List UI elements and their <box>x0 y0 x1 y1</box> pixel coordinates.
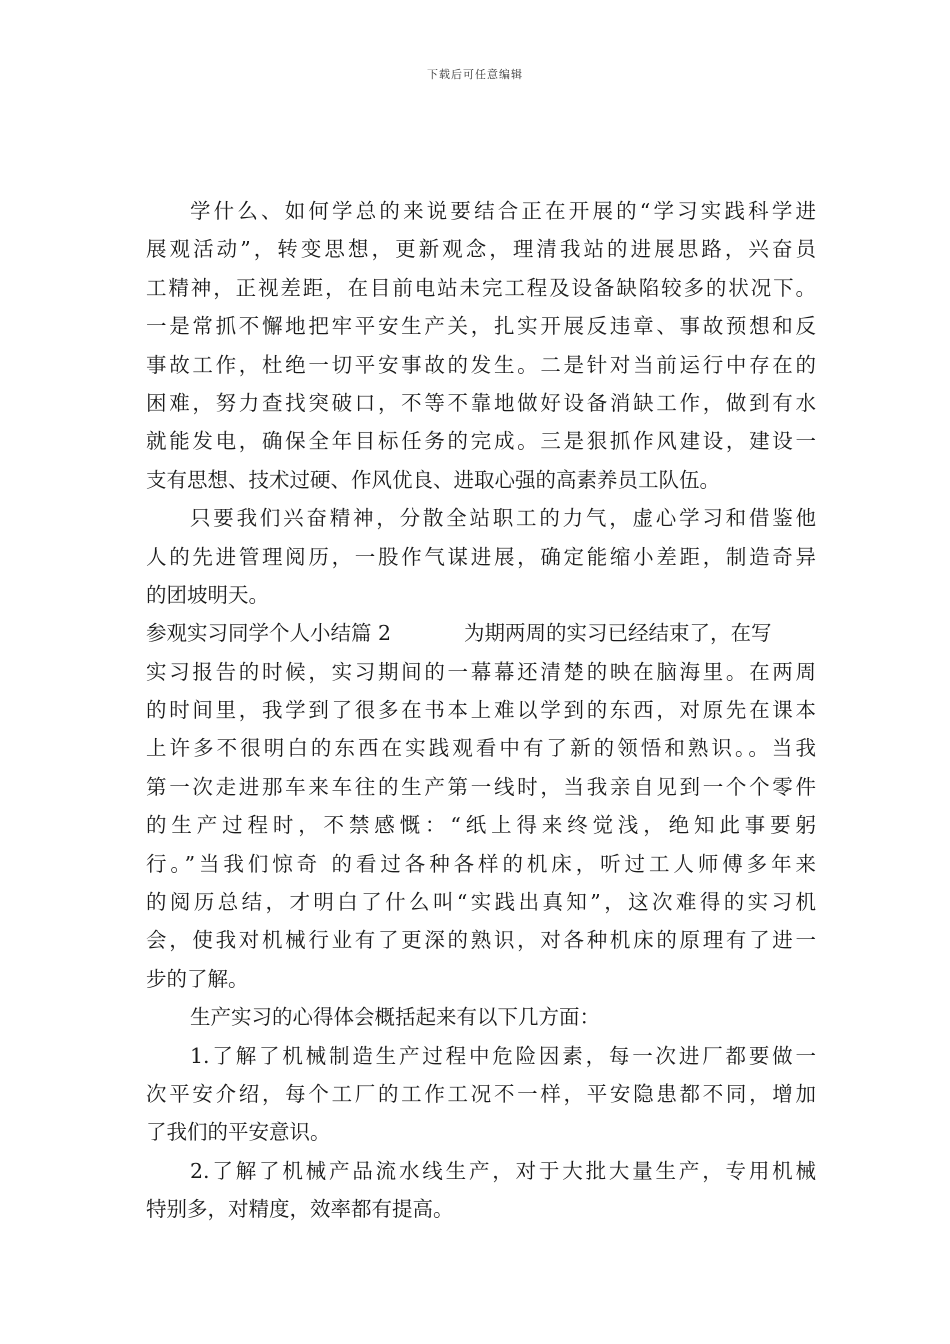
text-line: 人的先进管理阅历，一股作气谋进展，确定能缩小差距，制造奇异 <box>146 544 816 569</box>
text-line: 1.了解了机械制造生产过程中危险因素，每一次进厂都要做一 <box>190 1043 816 1068</box>
paragraph-2 <box>146 499 816 614</box>
text-line: 步的了解。 <box>146 966 249 991</box>
section-title: 参观实习同学个人小结篇 2 <box>146 621 392 646</box>
text-line: 了我们的平安意识。 <box>146 1120 331 1145</box>
paragraph-4 <box>146 998 816 1036</box>
text-line: 会，使我对机械行业有了更深的熟识，对各种机床的原理有了进一 <box>146 928 816 953</box>
text-segment: 为期两周的实习已经结束了，在写 <box>464 621 772 646</box>
text-line: 学什么、如何学总的来说要结合正在开展的“学习实践科学进 <box>190 199 816 223</box>
document-body <box>146 192 816 1229</box>
paragraph-3 <box>146 614 816 998</box>
text-line: 次平安介绍，每个工厂的工作工况不一样，平安隐患都不同，增加 <box>146 1081 816 1106</box>
text-line: 实习报告的时候，实习期间的一幕幕还清楚的映在脑海里。在两周 <box>146 659 816 684</box>
text-line: 的时间里，我学到了很多在书本上难以学到的东西，对原先在课本 <box>146 698 816 723</box>
paragraph-5 <box>146 1037 816 1152</box>
text-line: 特别多，对精度，效率都有提高。 <box>146 1197 454 1222</box>
text-line: 困难，努力查找突破口，不等不靠地做好设备消缺工作，做到有水 <box>146 390 816 415</box>
text-line: 展观活动”，转变思想，更新观念，理清我站的进展思路，兴奋员 <box>146 237 816 262</box>
text-line <box>146 614 816 652</box>
text-line: 第一次走进那车来车往的生产第一线时，当我亲自见到一个个零件 <box>146 774 816 799</box>
text-line: 的团坡明天。 <box>146 582 269 607</box>
text-line: 2.了解了机械产品流水线生产，对于大批大量生产，专用机械 <box>190 1158 816 1183</box>
paragraph-6 <box>146 1152 816 1229</box>
header-note: 下载后可任意编辑 <box>427 68 523 81</box>
text-line: 行。”当我们惊奇 的看过各种各样的机床，听过工人师傅多年来 <box>146 851 816 876</box>
paragraph-1 <box>146 192 816 499</box>
text-line: 工精神，正视差距，在目前电站未完工程及设备缺陷较多的状况下。 <box>146 275 816 300</box>
text-line: 事故工作，杜绝一切平安事故的发生。二是针对当前运行中存在的 <box>146 352 816 377</box>
text-line: 就能发电，确保全年目标任务的完成。三是狠抓作风建设，建设一 <box>146 429 816 454</box>
text-line: 的生产过程时，不禁感慨：“纸上得来终觉浅，绝知此事要躬 <box>146 813 816 838</box>
text-line: 上许多不很明白的东西在实践观看中有了新的领悟和熟识。。当我 <box>146 736 816 761</box>
text-line: 一是常抓不懈地把牢平安生产关，扎实开展反违章、事故预想和反 <box>146 314 816 339</box>
text-line: 只要我们兴奋精神，分散全站职工的力气，虚心学习和借鉴他 <box>190 506 816 531</box>
text-line: 的阅历总结，才明白了什么叫“实践出真知”，这次难得的实习机 <box>146 890 816 915</box>
text-line: 支有思想、技术过硬、作风优良、进取心强的高素养员工队伍。 <box>146 467 720 492</box>
text-line: 生产实习的心得体会概括起来有以下几方面： <box>190 1005 600 1030</box>
